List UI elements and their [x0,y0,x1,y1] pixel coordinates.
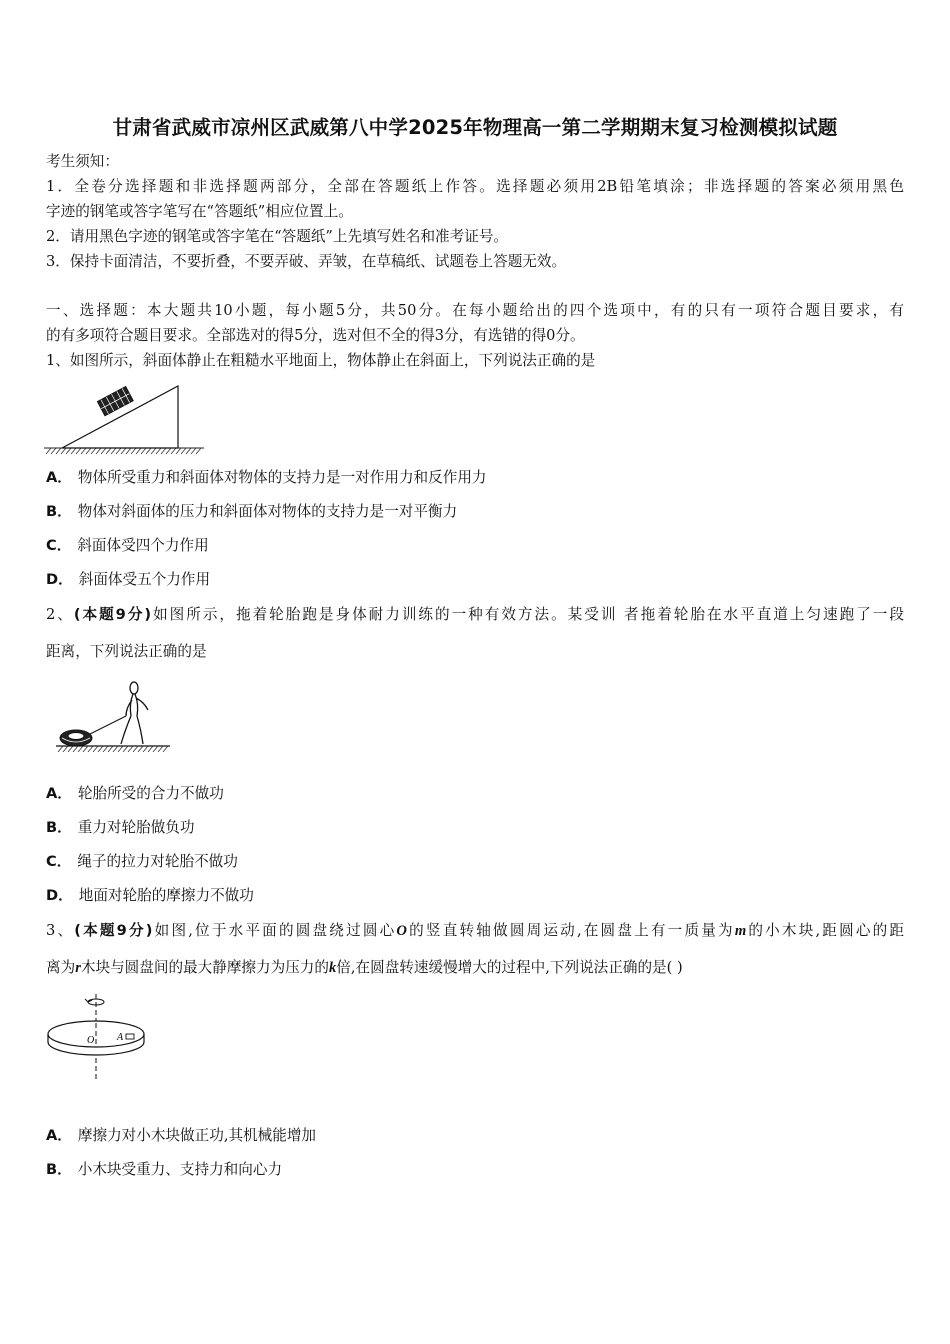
wooden-block [126,1034,134,1039]
option-label: A． [46,1127,72,1144]
notice-item-3: 3．保持卡面清洁，不要折叠，不要弄破、弄皱，在草稿纸、试题卷上答题无效。 [46,253,567,270]
option-label: B． [46,1161,72,1178]
q2-tire-runner-figure [56,676,172,752]
option-text: 斜面体受五个力作用 [78,571,211,588]
block-position-label: A [117,1032,124,1043]
q1-incline-figure [44,380,206,456]
option-text: 摩擦力对小木块做正功,其机械能增加 [77,1127,317,1144]
q2-stem-line-1 [46,605,904,625]
variable-k: k [329,960,337,976]
page-title: 甘肃省武威市凉州区武威第八中学2025年物理高一第二学期期末复习检测模拟试题 [112,116,838,139]
variable-r: r [75,960,81,976]
option-text: 小木块受重力、支持力和向心力 [77,1161,283,1178]
option-text: 物体所受重力和斜面体对物体的支持力是一对作用力和反作用力 [77,469,487,486]
question-number: 3、 [46,922,75,939]
option-text: 斜面体受四个力作用 [77,537,209,554]
q3-option-b[interactable] [46,1160,282,1180]
q3-option-a[interactable] [46,1126,316,1146]
option-label: A． [46,469,72,486]
q2-option-b[interactable] [46,818,194,838]
notice-heading: 考生须知： [46,153,119,170]
q3-stem-text: 如图,位于水平面的圆盘绕过圆心 [152,922,397,939]
section-1-instructions-line-2: 的有多项符合题目要求。全部选对的得5分，选对但不全的得3分，有选错的得0分。 [46,327,585,344]
runner-icon [121,682,148,744]
q3-stem-text: 木块与圆盘间的最大静摩擦力为压力的 [80,959,329,976]
question-score: (本题9分) [74,922,153,939]
q1-option-a[interactable] [46,468,487,488]
q3-stem-text: 的竖直转轴做圆周运动,在圆盘上有一质量为 [406,922,735,939]
q2-stem-line-2: 距离，下列说法正确的是 [46,643,207,660]
rotation-arrow-icon [85,999,104,1005]
option-text: 重力对轮胎做负功 [77,819,195,836]
q3-stem-text: 倍,在圆盘转速缓慢增大的过程中,下列说法正确的是( ) [336,959,683,976]
q2-option-d[interactable] [46,886,254,906]
q3-stem-text: 的小木块,距圆心的距 [746,922,905,939]
q1-option-c[interactable] [46,536,209,556]
notice-item-1-line-1: 1．全卷分选择题和非选择题两部分，全部在答题纸上作答。选择题必须用2B铅笔填涂；非选择题的答案必须用黑色 [46,178,904,195]
notice-item-2: 2．请用黑色字迹的钢笔或答字笔在“答题纸”上先填写姓名和准考证号。 [46,228,509,245]
section-1-instructions-line-1: 一、选择题：本大题共10小题，每小题5分，共50分。在每小题给出的四个选项中，有的只有一项符合题目要求，有 [46,302,904,319]
disc-center-label: O [87,1035,95,1046]
option-text: 物体对斜面体的压力和斜面体对物体的支持力是一对平衡力 [77,503,458,520]
variable-m: m [734,923,747,939]
block-on-incline [97,387,133,416]
question-number: 2、 [46,606,74,623]
q1-stem: 1、如图所示，斜面体静止在粗糙水平地面上，物体静止在斜面上，下列说法正确的是 [46,352,596,369]
option-text: 绳子的拉力对轮胎不做功 [77,853,238,870]
option-text: 轮胎所受的合力不做功 [77,785,224,802]
q2-option-c[interactable] [46,852,238,872]
tire-icon [60,730,92,746]
q2-stem-text: 如图所示，拖着轮胎跑是身体耐力训练的一种有效方法。某受训 者拖着轮胎在水平直道上匀速跑了一段 [151,606,904,623]
option-label: C． [46,537,72,554]
notice-item-1-line-2: 字迹的钢笔或答字笔写在“答题纸”相应位置上。 [46,203,353,220]
q1-option-b[interactable] [46,502,457,522]
q3-stem-text: 离为 [46,959,76,976]
variable-o: O [396,923,407,939]
option-label: D． [46,887,73,904]
option-label: B． [46,503,72,520]
option-text: 地面对轮胎的摩擦力不做功 [78,887,254,904]
q3-stem-line-2 [46,958,683,978]
option-label: D． [46,571,73,588]
question-score: (本题9分) [73,606,152,623]
option-label: B． [46,819,72,836]
option-label: C． [46,853,72,870]
q1-option-d[interactable] [46,570,210,590]
rope [90,716,126,734]
q3-rotating-disc-figure [44,990,148,1090]
option-label: A． [46,785,72,802]
q3-stem-line-1 [46,921,904,941]
q2-option-a[interactable] [46,784,224,804]
